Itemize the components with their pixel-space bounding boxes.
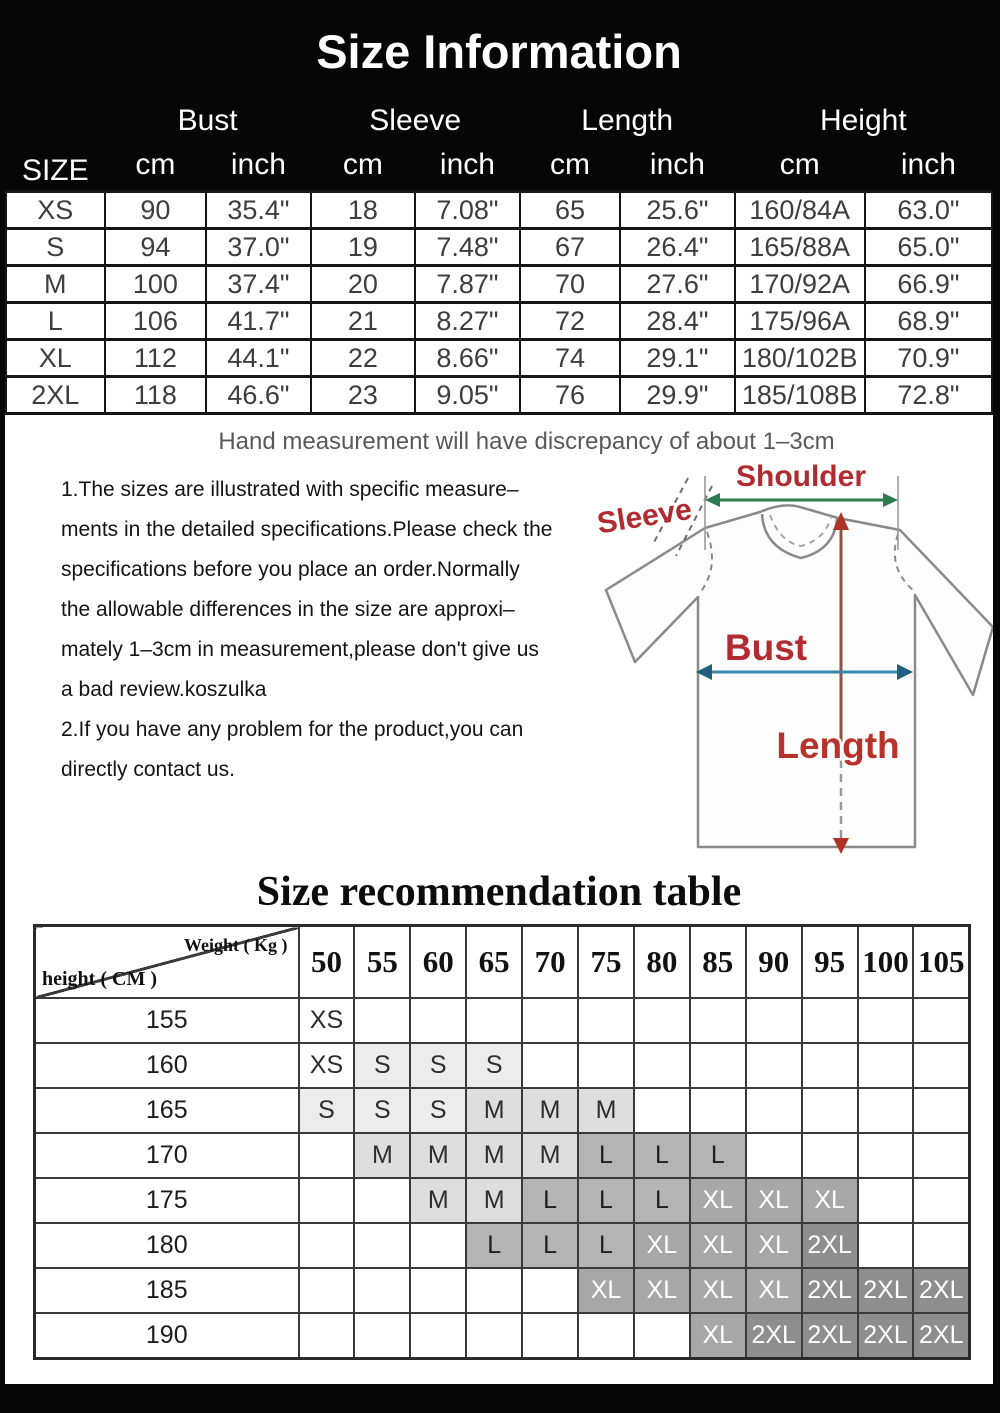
weight-col-header: 100 <box>858 926 914 999</box>
empty-cell <box>410 1268 466 1313</box>
unit-header: cm <box>342 148 383 181</box>
bust-cm: 100 <box>105 266 207 303</box>
empty-cell <box>858 1178 914 1223</box>
size-row-l <box>6 303 992 340</box>
size-cell: XS <box>299 1043 355 1088</box>
size-row-m <box>6 266 992 303</box>
length-cm: 67 <box>520 229 621 266</box>
empty-cell <box>634 1088 690 1133</box>
height-cm: 165/88A <box>735 229 865 266</box>
length-cm: 76 <box>520 377 621 414</box>
note-line: directly contact us. <box>61 758 235 781</box>
size-cell: L <box>522 1223 578 1268</box>
group-header-bust: Bust <box>177 104 238 137</box>
bust-cm: 112 <box>105 340 207 377</box>
weight-axis-label: Weight ( Kg ) <box>184 935 288 955</box>
empty-cell <box>354 1178 410 1223</box>
weight-col-header: 55 <box>354 926 410 999</box>
size-label: S <box>6 229 105 266</box>
recommendation-row <box>35 1268 970 1313</box>
unit-header: inch <box>900 148 956 181</box>
size-cell: M <box>354 1133 410 1178</box>
size-cell: L <box>578 1178 634 1223</box>
empty-cell <box>802 1043 858 1088</box>
length-cm: 74 <box>520 340 621 377</box>
empty-cell <box>858 1043 914 1088</box>
length-inch: 26.4" <box>620 229 734 266</box>
unit-header: inch <box>439 148 495 181</box>
sleeve-cm: 23 <box>311 377 416 414</box>
empty-cell <box>746 1133 802 1178</box>
height-cm: 185/108B <box>735 377 865 414</box>
size-cell: XL <box>746 1268 802 1313</box>
empty-cell <box>299 1268 355 1313</box>
size-cell: L <box>578 1133 634 1178</box>
size-cell: XL <box>746 1178 802 1223</box>
height-cm: 160/84A <box>735 192 865 229</box>
empty-cell <box>354 1223 410 1268</box>
length-inch: 27.6" <box>620 266 734 303</box>
empty-cell <box>354 998 410 1043</box>
note-line: 1.The sizes are illustrated with specific measure– <box>61 478 519 501</box>
unit-header: inch <box>649 148 705 181</box>
size-cell: S <box>354 1088 410 1133</box>
notes-and-diagram <box>5 460 993 862</box>
length-inch: 29.1" <box>620 340 734 377</box>
weight-col-header: 95 <box>802 926 858 999</box>
sleeve-inch: 7.87" <box>415 266 520 303</box>
height-label: 190 <box>35 1313 299 1359</box>
empty-cell <box>299 1313 355 1359</box>
empty-cell <box>746 1043 802 1088</box>
recommendation-row <box>35 1133 970 1178</box>
weight-col-header: 105 <box>913 926 969 999</box>
sleeve-cm: 18 <box>311 192 416 229</box>
empty-cell <box>522 998 578 1043</box>
empty-cell <box>410 1313 466 1359</box>
empty-cell <box>634 1043 690 1088</box>
length-cm: 72 <box>520 303 621 340</box>
size-label: L <box>6 303 105 340</box>
height-inch: 66.9" <box>865 266 992 303</box>
empty-cell <box>466 1313 522 1359</box>
size-cell: XL <box>746 1223 802 1268</box>
size-cell: 2XL <box>858 1268 914 1313</box>
size-cell: 2XL <box>858 1313 914 1359</box>
arrowhead <box>883 493 898 507</box>
height-cm: 180/102B <box>735 340 865 377</box>
empty-cell <box>913 1133 969 1178</box>
length-label: Length <box>776 725 900 766</box>
empty-cell <box>634 1313 690 1359</box>
size-cell: L <box>634 1133 690 1178</box>
empty-cell <box>690 1088 746 1133</box>
size-row-xs <box>6 192 992 229</box>
height-cm: 170/92A <box>735 266 865 303</box>
empty-cell <box>522 1268 578 1313</box>
size-cell: XL <box>802 1178 858 1223</box>
empty-cell <box>858 998 914 1043</box>
size-recommendation-table <box>33 924 971 1360</box>
length-cm: 65 <box>520 192 621 229</box>
size-cell: M <box>578 1088 634 1133</box>
empty-cell <box>913 1178 969 1223</box>
size-cell: M <box>522 1133 578 1178</box>
size-cell: XL <box>578 1268 634 1313</box>
recommendation-row <box>35 1178 970 1223</box>
empty-cell <box>858 1088 914 1133</box>
recommendation-row <box>35 1088 970 1133</box>
sleeve-inch: 9.05" <box>415 377 520 414</box>
group-header-sleeve: Sleeve <box>369 104 462 137</box>
note-line: mately 1–3cm in measurement,please don't give us <box>61 638 539 661</box>
empty-cell <box>913 1043 969 1088</box>
length-inch: 29.9" <box>620 377 734 414</box>
note-line: the allowable differences in the size are approxi– <box>61 598 515 621</box>
empty-cell <box>522 1313 578 1359</box>
hand-measurement-note: Hand measurement will have discrepancy of about 1–3cm <box>218 428 835 455</box>
sleeve-cm: 22 <box>311 340 416 377</box>
bust-inch: 35.4" <box>206 192 311 229</box>
group-header-length: Length <box>581 104 674 137</box>
sleeve-cm: 21 <box>311 303 416 340</box>
recommendation-row <box>35 998 970 1043</box>
size-cell: L <box>634 1178 690 1223</box>
empty-cell <box>690 1043 746 1088</box>
sleeve-inch: 7.48" <box>415 229 520 266</box>
empty-cell <box>466 998 522 1043</box>
height-cm: 175/96A <box>735 303 865 340</box>
weight-col-header: 70 <box>522 926 578 999</box>
size-col-header: SIZE <box>21 154 89 187</box>
empty-cell <box>858 1133 914 1178</box>
height-inch: 65.0" <box>865 229 992 266</box>
size-row-s <box>6 229 992 266</box>
bust-inch: 37.0" <box>206 229 311 266</box>
bust-cm: 94 <box>105 229 207 266</box>
size-cell: 2XL <box>746 1313 802 1359</box>
size-measurements-table <box>5 94 993 415</box>
size-table-section <box>0 0 1000 415</box>
size-cell: XL <box>690 1313 746 1359</box>
unit-header: cm <box>779 148 820 181</box>
sleeve-inch: 8.27" <box>415 303 520 340</box>
shoulder-label: Shoulder <box>735 460 867 493</box>
empty-cell <box>354 1313 410 1359</box>
recommendation-row <box>35 1313 970 1359</box>
sleeve-inch: 7.08" <box>415 192 520 229</box>
tshirt-measure-diagram <box>588 460 993 860</box>
size-cell: 2XL <box>802 1223 858 1268</box>
size-cell: L <box>690 1133 746 1178</box>
note-line: a bad review.koszulka <box>61 678 267 701</box>
size-cell: 2XL <box>913 1268 969 1313</box>
height-inch: 72.8" <box>865 377 992 414</box>
bust-cm: 118 <box>105 377 207 414</box>
recommendation-row <box>35 1223 970 1268</box>
size-label: M <box>6 266 105 303</box>
unit-header: inch <box>230 148 286 181</box>
size-cell: S <box>466 1043 522 1088</box>
size-cell: S <box>410 1043 466 1088</box>
recommendation-row <box>35 1043 970 1088</box>
height-label: 160 <box>35 1043 299 1088</box>
recommendation-heading: Size recommendation table <box>256 869 742 915</box>
size-label: XL <box>6 340 105 377</box>
bust-inch: 37.4" <box>206 266 311 303</box>
size-cell: L <box>522 1178 578 1223</box>
empty-cell <box>410 998 466 1043</box>
empty-cell <box>802 998 858 1043</box>
weight-col-header: 65 <box>466 926 522 999</box>
size-row-xl <box>6 340 992 377</box>
group-header-height: Height <box>819 104 907 137</box>
bust-inch: 44.1" <box>206 340 311 377</box>
length-inch: 28.4" <box>620 303 734 340</box>
empty-cell <box>913 1223 969 1268</box>
weight-col-header: 60 <box>410 926 466 999</box>
size-cell: M <box>466 1178 522 1223</box>
size-cell: S <box>410 1088 466 1133</box>
size-cell: XL <box>690 1268 746 1313</box>
content-area <box>5 415 993 1384</box>
empty-cell <box>578 1043 634 1088</box>
height-inch: 63.0" <box>865 192 992 229</box>
note-line: 2.If you have any problem for the product,you can <box>61 718 524 741</box>
empty-cell <box>858 1223 914 1268</box>
empty-cell <box>354 1268 410 1313</box>
empty-cell <box>746 1088 802 1133</box>
corner-header-cell <box>35 926 299 999</box>
sleeve-label: Sleeve <box>594 492 695 541</box>
size-cell: S <box>299 1088 355 1133</box>
unit-header: cm <box>135 148 176 181</box>
note-line: specifications before you place an order.Normally <box>61 558 520 581</box>
size-cell: M <box>522 1088 578 1133</box>
size-table-header <box>6 94 992 192</box>
length-inch: 25.6" <box>620 192 734 229</box>
empty-cell <box>802 1133 858 1178</box>
size-cell: XS <box>299 998 355 1043</box>
size-cell: 2XL <box>802 1268 858 1313</box>
size-cell: XL <box>634 1268 690 1313</box>
arrowhead <box>705 493 720 507</box>
size-cell: 2XL <box>913 1313 969 1359</box>
bust-cm: 90 <box>105 192 207 229</box>
sleeve-cm: 20 <box>311 266 416 303</box>
size-cell: XL <box>634 1223 690 1268</box>
empty-cell <box>299 1133 355 1178</box>
size-row-2xl <box>6 377 992 414</box>
sleeve-cm: 19 <box>311 229 416 266</box>
unit-header: cm <box>549 148 590 181</box>
length-cm: 70 <box>520 266 621 303</box>
height-axis-label: height ( CM ) <box>42 968 157 990</box>
bust-cm: 106 <box>105 303 207 340</box>
size-label: 2XL <box>6 377 105 414</box>
bust-label: Bust <box>724 627 808 668</box>
size-cell: M <box>410 1178 466 1223</box>
empty-cell <box>578 998 634 1043</box>
height-label: 175 <box>35 1178 299 1223</box>
size-cell: M <box>466 1088 522 1133</box>
weight-col-header: 85 <box>690 926 746 999</box>
empty-cell <box>913 998 969 1043</box>
empty-cell <box>299 1178 355 1223</box>
size-cell: XL <box>690 1178 746 1223</box>
size-cell: 2XL <box>802 1313 858 1359</box>
height-inch: 68.9" <box>865 303 992 340</box>
empty-cell <box>913 1088 969 1133</box>
size-cell: L <box>466 1223 522 1268</box>
height-inch: 70.9" <box>865 340 992 377</box>
height-label: 155 <box>35 998 299 1043</box>
height-label: 170 <box>35 1133 299 1178</box>
empty-cell <box>746 998 802 1043</box>
height-label: 180 <box>35 1223 299 1268</box>
size-label: XS <box>6 192 105 229</box>
weight-col-header: 75 <box>578 926 634 999</box>
height-label: 185 <box>35 1268 299 1313</box>
sleeve-inch: 8.66" <box>415 340 520 377</box>
size-cell: XL <box>690 1223 746 1268</box>
page-title: Size Information <box>316 25 682 78</box>
empty-cell <box>522 1043 578 1088</box>
bust-inch: 41.7" <box>206 303 311 340</box>
size-cell: M <box>410 1133 466 1178</box>
empty-cell <box>802 1088 858 1133</box>
size-cell: M <box>466 1133 522 1178</box>
empty-cell <box>634 998 690 1043</box>
empty-cell <box>410 1223 466 1268</box>
empty-cell <box>578 1313 634 1359</box>
bust-inch: 46.6" <box>206 377 311 414</box>
size-cell: S <box>354 1043 410 1088</box>
empty-cell <box>466 1268 522 1313</box>
weight-col-header: 80 <box>634 926 690 999</box>
measurement-notes <box>61 470 552 790</box>
size-cell: L <box>578 1223 634 1268</box>
empty-cell <box>299 1223 355 1268</box>
weight-col-header: 90 <box>746 926 802 999</box>
height-label: 165 <box>35 1088 299 1133</box>
weight-col-header: 50 <box>299 926 355 999</box>
empty-cell <box>690 998 746 1043</box>
note-line: ments in the detailed specifications.Please check the <box>61 518 553 541</box>
